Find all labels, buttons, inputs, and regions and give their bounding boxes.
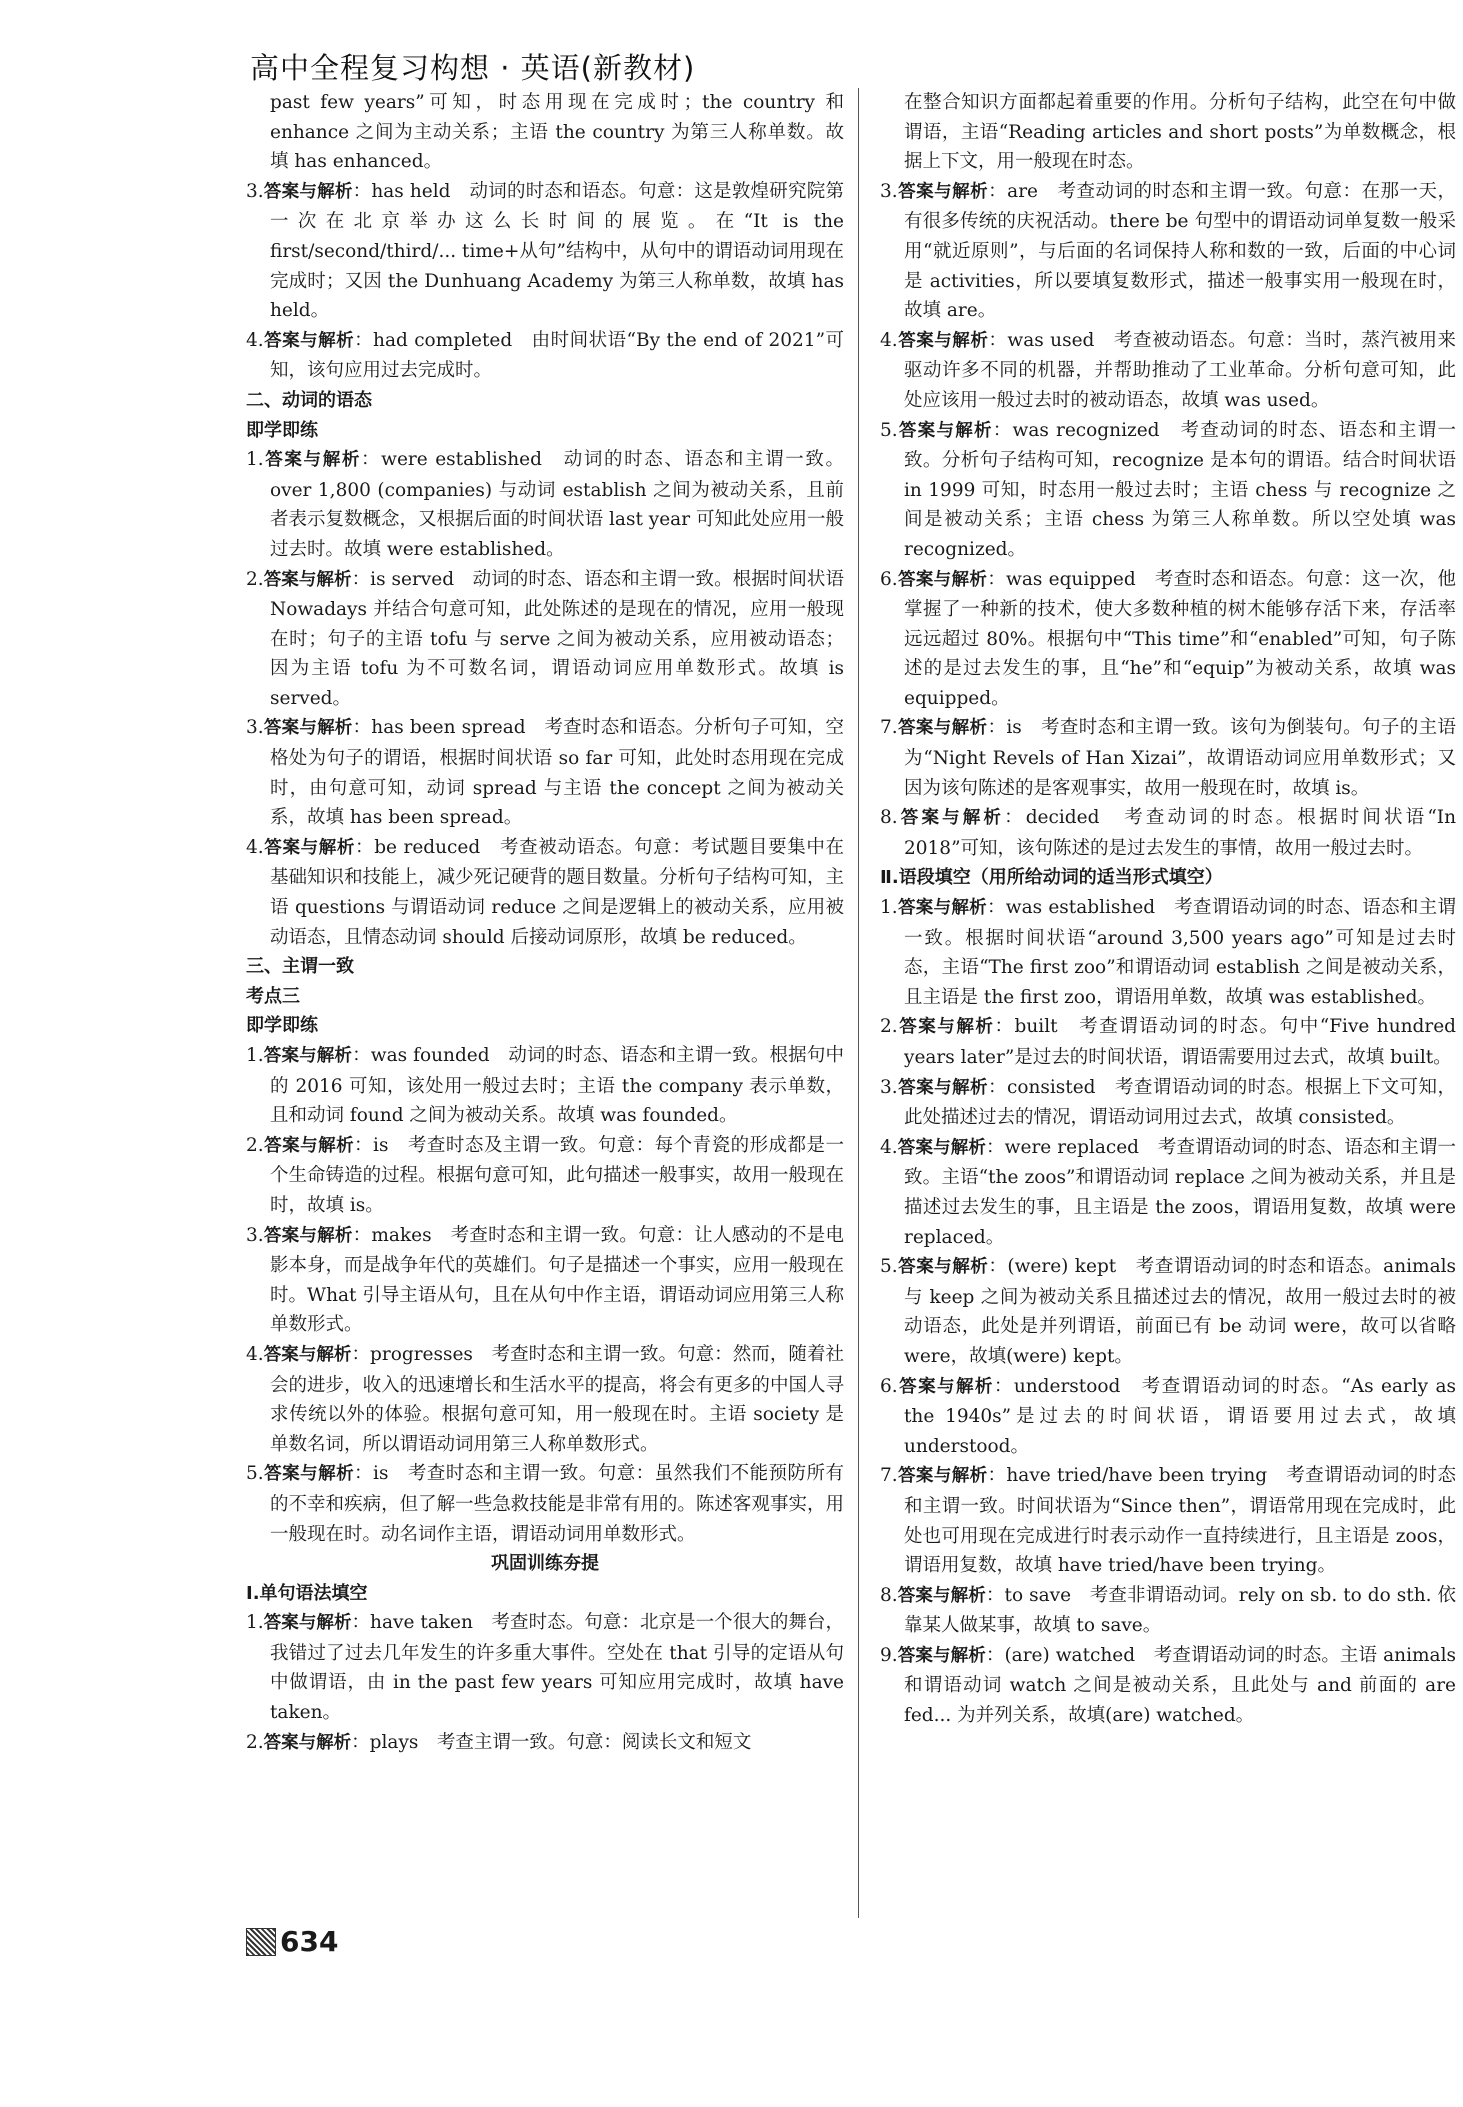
item-number: 3. [246, 717, 264, 739]
answer-item [880, 893, 1456, 1012]
continued-text: 在整合知识方面都起着重要的作用。分析句子结构，此空在句中做谓语，主语“Reading articles and short posts”为单数概念，根据上下文，用一般现在时态。 [904, 92, 1456, 173]
item-number: 2. [246, 568, 264, 590]
answer-item [880, 1012, 1456, 1072]
answer-text: ：to save 考查非谓语动词。rely on sb. to do sth. 依靠某人做某事，故填 to save。 [904, 1584, 1456, 1637]
answer-label: 答案与解析 [263, 1613, 352, 1634]
answer-item [880, 1641, 1456, 1731]
answer-label: 答案与解析 [897, 330, 989, 351]
answer-label: 答案与解析 [263, 1046, 353, 1066]
answer-label: 答案与解析 [263, 837, 356, 858]
item-number: 4. [880, 329, 898, 351]
answer-label: 答案与解析 [263, 1135, 355, 1156]
running-header: 高中全程复习构想 · 英语(新教材) [250, 51, 696, 85]
answer-label: 答案与解析 [897, 1137, 987, 1158]
item-number: 3. [880, 180, 898, 202]
answer-text: ：understood 考查谓语动词的时态。“As early as the 1940s”是过去的时间状语，谓语要用过去式，故填 understood。 [904, 1375, 1456, 1457]
continued-text: past few years”可知，时态用现在完成时；the country 和 enhance 之间为主动关系；主语 the country 为第三人称单数。故填 has enhanced。 [270, 92, 844, 173]
section-heading: Ⅰ.单句语法填空 [246, 1582, 368, 1604]
answer-text: ：(are) watched 考查谓语动词的时态。主语 animals 和谓语动词 watch 之间是被动关系，且此处与 and 前面的 are fed... 为并列关系，故填(are) watched。 [904, 1644, 1457, 1727]
answer-label: 答案与解析 [263, 1732, 352, 1753]
answer-item [880, 1133, 1456, 1252]
answer-label: 答案与解析 [897, 898, 987, 919]
answer-text: ：had completed 由时间状语“By the end of 2021”可知，该句应用过去完成时。 [270, 329, 845, 382]
item-number: 4. [246, 329, 264, 351]
answer-label: 答案与解析 [897, 1645, 986, 1666]
answer-item [246, 1131, 844, 1221]
answer-item [246, 1340, 844, 1459]
section-heading: 即学即练 [246, 1015, 318, 1037]
item-number: 2. [880, 1016, 898, 1038]
item-number: 4. [880, 1136, 898, 1158]
answer-label: 答案与解析 [263, 569, 352, 590]
answer-text: ：were established 动词的时态、语态和主谓一致。over 1,800 (companies) 与动词 establish 之间为被动关系，且前者表示复数概念，又根据后面的时间状语 last year 可知此处应用一般过去时。故填 were established。 [270, 449, 844, 560]
section-heading: 三、主谓一致 [246, 956, 354, 978]
answer-label: 答案与解析 [897, 1077, 988, 1098]
left-column [246, 88, 844, 1758]
answer-text: ：was recognized 考查动词的时态、语态和主谓一致。分析句子结构可知，recognize 是本句的谓语。结合时间状语 in 1999 可知，时态用一般过去时；主语 chess 与 recognize 之间是被动关系；主语 chess 为第三人称单数。所以空处填 was recognized。 [904, 419, 1456, 560]
item-number: 5. [880, 419, 898, 441]
section-heading: 考点三 [246, 985, 300, 1007]
item-number: 6. [880, 1375, 898, 1397]
answer-label: 答案与解析 [897, 1376, 994, 1397]
item-number: 6. [880, 568, 898, 590]
answer-text: ：consisted 考查谓语动词的时态。根据上下文可知，此处描述过去的情况，谓语动词用过去式，故填 consisted。 [904, 1076, 1457, 1129]
item-number: 7. [880, 717, 898, 739]
answer-label: 答案与解析 [263, 330, 355, 351]
item-number: 2. [246, 1731, 264, 1753]
answer-text: ：have taken 考查时态。句意：北京是一个很大的舞台，我错过了过去几年发生的许多重大事件。空处在 that 引导的定语从句中做谓语，由 in the past few years 可知应用完成时，故填 have taken。 [270, 1612, 845, 1724]
answer-text: ：was used 考查被动语态。句意：当时，蒸汽被用来驱动许多不同的机器，并帮助推动了工业革命。分析句意可知，此处应该用一般过去时的被动语态，故填 was used。 [904, 329, 1456, 411]
item-number: 1. [246, 1612, 264, 1634]
answer-text: ：makes 考查时态和主谓一致。句意：让人感动的不是电影本身，而是战争年代的英雄们。句子是描述一个事实，应用一般现在时。What 引导主语从句，且在从句中作主语，谓语动词应用第三人称单数形式。 [270, 1224, 845, 1336]
answer-text: ：was equipped 考查时态和语态。句意：这一次，他掌握了一种新的技术，使大多数种植的树木能够存活下来，存活率远远超过 80%。根据句中“This time”和“enabled”可知，句子陈述的是过去发生的事，且“he”和“equip”为被动关系，故填 was equipped。 [904, 568, 1457, 709]
answer-label: 答案与解析 [897, 808, 1005, 829]
answer-label: 答案与解析 [263, 1464, 355, 1485]
answer-text: ：have tried/have been trying 考查谓语动词的时态和主谓一致。时间状语为“Since then”，谓语常用现在完成时，此处也可用现在完成进行时表示动作一直持续进行，且主语是 zoos，谓语用复数，故填 have tried/have been trying。 [904, 1465, 1457, 1577]
answer-item [880, 326, 1456, 416]
answer-item [880, 1581, 1456, 1641]
answer-label: 答案与解析 [897, 1017, 995, 1038]
item-number: 7. [880, 1465, 898, 1487]
answer-item [246, 833, 844, 952]
answer-text: ：built 考查谓语动词的时态。句中“Five hundred years later”是过去的时间状语，谓语需要用过去式，故填 built。 [904, 1016, 1457, 1068]
item-number: 5. [246, 1463, 264, 1485]
answer-text: ：be reduced 考查被动语态。句意：考试题目要集中在基础知识和技能上，减少死记硬背的题目数量。分析句子结构可知，主语 questions 与谓语动词 reduce 之间是逻辑上的被动关系，应用被动语态，且情态动词 should 后接动词原形，故填 be reduced。 [270, 836, 845, 948]
block-title: 巩固训练夯提 [491, 1553, 599, 1575]
answer-item [246, 326, 844, 386]
answer-text: ：(were) kept 考查谓语动词的时态和语态。animals 与 keep 之间为被动关系且描述过去的情况，故用一般过去时的被动语态，此处是并列谓语，前面已有 be 动词 were，故可以省略 were，故填(were) kept。 [904, 1256, 1457, 1367]
answer-item [246, 713, 844, 832]
item-number: 8. [880, 1584, 898, 1606]
answer-label: 答案与解析 [263, 1225, 353, 1246]
section-heading: 二、动词的语态 [246, 389, 372, 411]
answer-label: 答案与解析 [897, 1585, 986, 1606]
answer-item [880, 177, 1456, 326]
item-number: 8. [880, 807, 898, 829]
answer-item [246, 1728, 844, 1759]
answer-item [880, 1461, 1456, 1580]
page-number: 634 [280, 1925, 339, 1958]
item-number: 3. [880, 1076, 898, 1098]
answer-text: ：progresses 考查时态和主谓一致。句意：然而，随着社会的进步，收入的迅速增长和生活水平的提高，将会有更多的中国人寻求传统以外的体验。根据句意可知，用一般现在时。主语 society 是单数名词，所以谓语动词用第三人称单数形式。 [270, 1343, 845, 1455]
item-number: 3. [246, 180, 264, 202]
answer-text: ：has held 动词的时态和语态。句意：这是敦煌研究院第一次在北京举办这么长时间的展览。在“It is the first/second/third/... time+从句”结构中，从句中的谓语动词用现在完成时；又因 the Dunhuang Academy 为第三人称单数，故填 has held。 [270, 180, 845, 322]
answer-item [880, 1252, 1456, 1371]
answer-item [880, 416, 1456, 565]
right-column [880, 88, 1456, 1731]
answer-label: 答案与解析 [263, 181, 353, 202]
item-number: 9. [880, 1644, 898, 1666]
item-number: 1. [246, 449, 264, 471]
answer-label: 答案与解析 [897, 1466, 988, 1487]
answer-item [880, 1372, 1456, 1462]
item-number: 5. [880, 1256, 898, 1278]
answer-item [880, 713, 1456, 803]
item-number: 4. [246, 1343, 264, 1365]
answer-item [246, 1221, 844, 1340]
answer-text: ：are 考查动词的时态和主谓一致。句意：在那一天，有很多传统的庆祝活动。there be 句型中的谓语动词单复数一般采用“就近原则”，与后面的名词保持人称和数的一致，后面的中心词是 activities，所以要填复数形式，描述一般事实用一般现在时，故填 are。 [904, 180, 1457, 322]
answer-text: ：plays 考查主谓一致。句意：阅读长文和短文 [351, 1731, 752, 1753]
answer-label: 答案与解析 [263, 1344, 352, 1365]
answer-text: ：were replaced 考查谓语动词的时态、语态和主谓一致。主语“the zoos”和谓语动词 replace 之间为被动关系，并且是描述过去发生的事，且主语是 the zoos，谓语用复数，故填 were replaced。 [904, 1136, 1456, 1248]
answer-text: ：is 考查时态及主谓一致。句意：每个青瓷的形成都是一个生命铸造的过程。根据句意可知，此句描述一般事实，故用一般现在时，故填 is。 [270, 1134, 844, 1216]
answer-label: 答案与解析 [897, 420, 993, 441]
item-number: 2. [246, 1134, 264, 1156]
answer-item [880, 803, 1456, 863]
answer-text: ：is 考查时态和主谓一致。该句为倒装句。句子的主语为“Night Revels of Han Xizai”，故谓语动词应用单数形式；又因为该句陈述的是客观事实，故用一般现在时，故填 is。 [904, 717, 1457, 799]
answer-item [246, 177, 844, 326]
answer-text: ：has been spread 考查时态和语态。分析句子可知，空格处为句子的谓语，根据时间状语 so far 可知，此处时态用现在完成时，由句意可知，动词 spread 与主语 the concept 之间为被动关系，故填 has been spread。 [270, 717, 845, 829]
answer-item [246, 565, 844, 714]
column-divider [858, 88, 859, 1918]
item-number: 4. [246, 836, 264, 858]
answer-text: ：was established 考查谓语动词的时态、语态和主谓一致。根据时间状语“around 3,500 years ago”可知是过去时态，主语“The first zoo”和谓语动词 establish 之间是被动关系，且主语是 the first zoo，谓语用单数，故填 was established。 [904, 897, 1456, 1008]
answer-item [880, 565, 1456, 714]
section-heading: Ⅱ.语段填空（用所给动词的适当形式填空） [880, 867, 1223, 889]
answer-label: 答案与解析 [897, 181, 989, 202]
page-number-block [246, 1925, 338, 1958]
answer-item [246, 1459, 844, 1549]
item-number: 1. [246, 1045, 264, 1066]
section-heading: 即学即练 [246, 419, 318, 441]
answer-item [246, 445, 844, 564]
answer-label: 答案与解析 [897, 1257, 989, 1278]
answer-text: ：decided 考查动词的时态。根据时间状语“In 2018”可知，该句陈述的是过去发生的事情，故用一般过去时。 [904, 807, 1456, 859]
answer-label: 答案与解析 [897, 718, 988, 739]
item-number: 1. [880, 897, 898, 919]
item-number: 3. [246, 1224, 264, 1246]
answer-label: 答案与解析 [897, 569, 988, 590]
answer-label: 答案与解析 [263, 718, 353, 739]
answer-text: ：was founded 动词的时态、语态和主谓一致。根据句中的 2016 可知，该处用一般过去时；主语 the company 表示单数，且和动词 found 之间为被动关系。故填 was founded。 [270, 1045, 844, 1127]
answer-item [246, 1041, 844, 1131]
answer-text: ：is 考查时态和主谓一致。句意：虽然我们不能预防所有的不幸和疾病，但了解一些急救技能是非常有用的。陈述客观事实，用一般现在时。动名词作主语，谓语动词用单数形式。 [270, 1463, 844, 1545]
answer-item [880, 1073, 1456, 1133]
answer-text: ：is served 动词的时态、语态和主谓一致。根据时间状语 Nowadays 并结合句意可知，此处陈述的是现在的情况，应用一般现在时；句子的主语 tofu 与 serve 之间为被动关系，应用被动语态；因为主语 tofu 为不可数名词，谓语动词应用单数形式。故填 is served。 [270, 568, 844, 709]
page-marker-icon [246, 1928, 276, 1956]
answer-label: 答案与解析 [263, 450, 361, 471]
answer-item [246, 1608, 844, 1727]
